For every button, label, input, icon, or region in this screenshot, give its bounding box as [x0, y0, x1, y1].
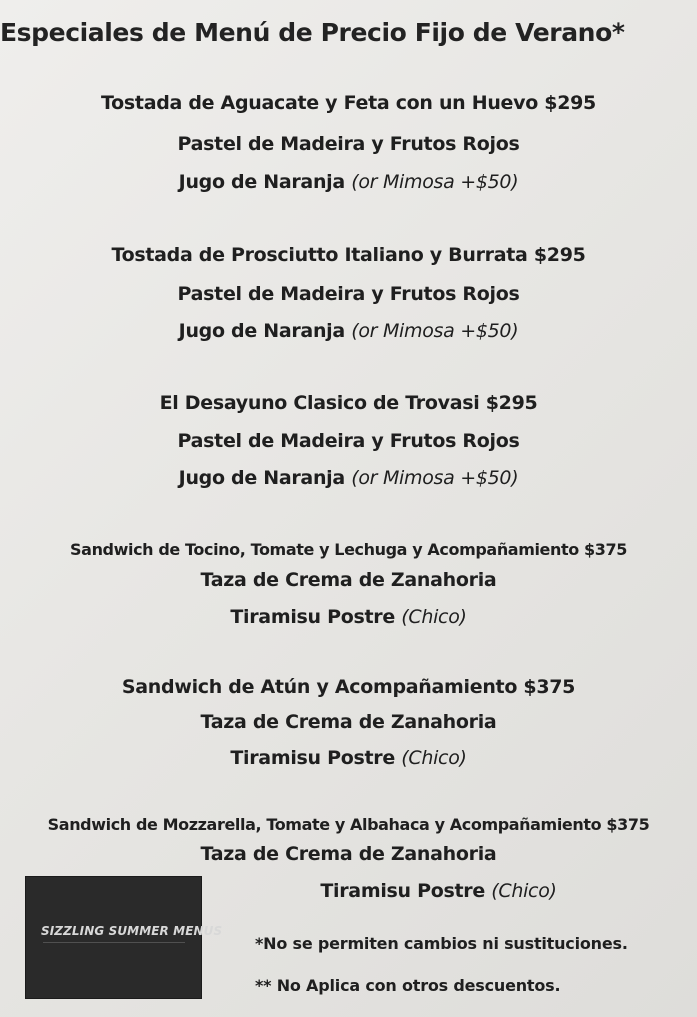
badge-label: SIZZLING SUMMER MENUS: [41, 924, 223, 938]
menu-item-line-3: [180, 880, 697, 902]
menu-item-note: (or Mimosa +$50): [351, 320, 519, 342]
menu-item-line-2: Taza de Crema de Zanahoria: [200, 711, 497, 733]
menu-item-line-2: Pastel de Madeira y Frutos Rojos: [177, 133, 520, 155]
menu-item-note: (or Mimosa +$50): [351, 467, 519, 489]
menu-item-main: Tiramisu Postre: [230, 606, 395, 628]
menu-item-note: (or Mimosa +$50): [351, 171, 519, 193]
menu-item-line-3: [0, 467, 697, 489]
menu-item-line-1: El Desayuno Clasico de Trovasi $295: [159, 392, 538, 414]
menu-item-line-1: Sandwich de Tocino, Tomate y Lechuga y Acompañamiento $375: [70, 540, 627, 559]
menu-item-line-1: Sandwich de Atún y Acompañamiento $375: [121, 676, 576, 698]
menu-item-note: (Chico): [491, 880, 557, 902]
menu-item-line-1: Tostada de Prosciutto Italiano y Burrata $295: [111, 244, 586, 266]
menu-item-line-3: [0, 171, 697, 193]
menu-item-note: (Chico): [401, 747, 467, 769]
page-title: Especiales de Menú de Precio Fijo de Verano*: [0, 18, 625, 47]
footer-note-2: ** No Aplica con otros descuentos.: [255, 976, 561, 995]
menu-item-main: Jugo de Naranja: [178, 320, 345, 342]
menu-item-line-3: [0, 747, 697, 769]
menu-item-note: (Chico): [401, 606, 467, 628]
menu-item-line-1: Tostada de Aguacate y Feta con un Huevo $295: [101, 92, 596, 114]
footer-note-1: *No se permiten cambios ni sustituciones.: [255, 934, 628, 953]
menu-item-line-2: Taza de Crema de Zanahoria: [200, 843, 497, 865]
menu-item-line-3: [0, 606, 697, 628]
badge-divider: [43, 942, 185, 943]
menu-item-line-2: Taza de Crema de Zanahoria: [200, 569, 497, 591]
menu-item-main: Jugo de Naranja: [178, 467, 345, 489]
menu-item-line-2: Pastel de Madeira y Frutos Rojos: [177, 283, 520, 305]
menu-item-line-2: Pastel de Madeira y Frutos Rojos: [177, 430, 520, 452]
menu-item-line-3: [0, 320, 697, 342]
summer-menu-badge: [25, 876, 223, 999]
menu-item-main: Tiramisu Postre: [230, 747, 395, 769]
menu-item-line-1: Sandwich de Mozzarella, Tomate y Albahaca y Acompañamiento $375: [47, 815, 650, 834]
menu-item-main: Jugo de Naranja: [178, 171, 345, 193]
menu-item-main: Tiramisu Postre: [320, 880, 485, 902]
